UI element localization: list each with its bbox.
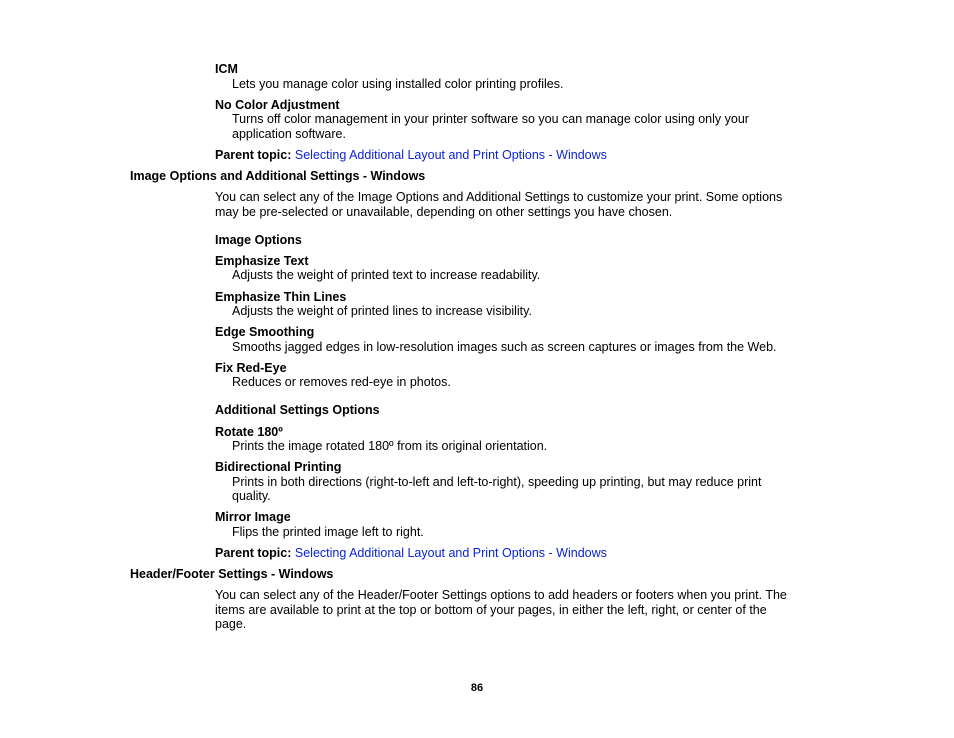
section-heading-image-options: Image Options and Additional Settings - Windows xyxy=(130,169,426,183)
bidirectional-printing-description-line1: Prints in both directions (right-to-left and left-to-right), speeding up printing, but may reduce print xyxy=(232,475,762,489)
fix-red-eye-term: Fix Red-Eye xyxy=(215,361,287,375)
parent-topic-link[interactable]: Selecting Additional Layout and Print Options - Windows xyxy=(294,148,607,162)
emphasize-text-description: Adjusts the weight of printed text to increase readability. xyxy=(232,268,541,282)
header-footer-intro-line2: items are available to print at the top or bottom of your pages, in either the left, right, or center of the xyxy=(215,603,767,617)
bidirectional-printing-description-line2: quality. xyxy=(232,489,271,503)
rotate-180-term: Rotate 180º xyxy=(215,425,283,439)
parent-topic-link[interactable]: Selecting Additional Layout and Print Options - Windows xyxy=(294,546,607,560)
no-color-adjustment-description-line1: Turns off color management in your printer software so you can manage color using only your xyxy=(232,112,749,126)
parent-topic-1 xyxy=(215,148,607,163)
parent-topic-label: Parent topic: xyxy=(215,546,292,560)
no-color-adjustment-description-line2: application software. xyxy=(232,127,346,141)
emphasize-text-term: Emphasize Text xyxy=(215,254,309,268)
image-options-intro-line2: may be pre-selected or unavailable, depending on other settings you have chosen. xyxy=(215,205,673,219)
rotate-180-description: Prints the image rotated 180º from its original orientation. xyxy=(232,439,548,453)
icm-term: ICM xyxy=(215,62,238,76)
fix-red-eye-description: Reduces or removes red-eye in photos. xyxy=(232,375,451,389)
parent-topic-2 xyxy=(215,546,607,561)
mirror-image-description: Flips the printed image left to right. xyxy=(232,525,424,539)
bidirectional-printing-term: Bidirectional Printing xyxy=(215,460,342,474)
section-heading-header-footer: Header/Footer Settings - Windows xyxy=(130,567,334,581)
emphasize-thin-lines-term: Emphasize Thin Lines xyxy=(215,290,347,304)
page-number: 86 xyxy=(470,682,484,694)
edge-smoothing-term: Edge Smoothing xyxy=(215,325,315,339)
edge-smoothing-description: Smooths jagged edges in low-resolution images such as screen captures or images from the Web. xyxy=(232,340,777,354)
icm-description: Lets you manage color using installed color printing profiles. xyxy=(232,77,564,91)
additional-settings-subheading: Additional Settings Options xyxy=(215,403,380,417)
image-options-subheading: Image Options xyxy=(215,233,302,247)
parent-topic-label: Parent topic: xyxy=(215,148,292,162)
mirror-image-term: Mirror Image xyxy=(215,510,291,524)
emphasize-thin-lines-description: Adjusts the weight of printed lines to increase visibility. xyxy=(232,304,532,318)
header-footer-intro-line1: You can select any of the Header/Footer Settings options to add headers or footers when you print. The xyxy=(215,588,787,602)
no-color-adjustment-term: No Color Adjustment xyxy=(215,98,340,112)
image-options-intro-line1: You can select any of the Image Options and Additional Settings to customize your print. Some options xyxy=(215,190,783,204)
header-footer-intro-line3: page. xyxy=(215,617,247,631)
